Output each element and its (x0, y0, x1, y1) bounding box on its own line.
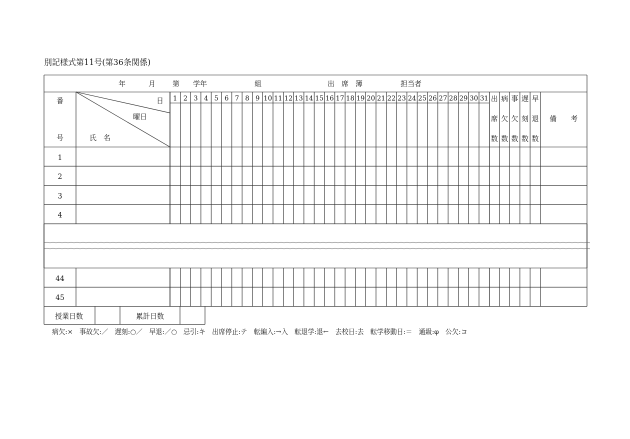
tally-label-mid: 退 (531, 115, 539, 123)
day-label-29: 29 (459, 94, 468, 103)
corner-weekday: 曜日 (133, 113, 147, 121)
day-label-28: 28 (449, 94, 458, 103)
day-label-18: 18 (346, 94, 355, 103)
day-label-5: 5 (214, 94, 219, 103)
day-label-4: 4 (203, 94, 209, 103)
day-label-21: 21 (376, 94, 386, 103)
day-label-23: 23 (397, 94, 406, 103)
tally-label-top: 遅 (521, 95, 529, 103)
tally-label-bot: 数 (511, 135, 519, 143)
day-label-12: 12 (284, 94, 293, 103)
day-label-7: 7 (234, 94, 240, 103)
tally-label-top: 出 (490, 95, 498, 103)
day-label-27: 27 (438, 94, 448, 103)
tally-label-mid: 席 (490, 115, 498, 123)
day-label-31: 31 (479, 94, 489, 103)
legend-text: 病欠:× 事故欠:／ 遅刻:○／ 早退:／○ 忌引:キ 出席停止:テ 転編入:→入 転退学:退← 去校日:去 転学移動日:＝ 通級:φ 公欠:コ (52, 328, 468, 336)
day-label-20: 20 (366, 94, 376, 103)
day-label-10: 10 (263, 94, 273, 103)
tally-label-top: 病 (501, 95, 509, 103)
day-label-30: 30 (469, 94, 479, 103)
day-label-1: 1 (173, 94, 178, 103)
corner-date: 日 (156, 97, 164, 105)
form-caption: 別記様式第11号(第36条関係) (44, 58, 151, 67)
lesson-days-label: 授業日数 (55, 312, 83, 321)
tally-label-bot: 数 (531, 135, 539, 143)
day-label-19: 19 (356, 94, 365, 103)
header-class: 組 (254, 80, 262, 88)
tally-label-top: 事 (511, 95, 519, 103)
day-label-11: 11 (273, 94, 283, 103)
corner-go: 号 (56, 134, 64, 142)
corner-ban: 番 (56, 97, 64, 105)
header-dai: 第 (172, 80, 180, 88)
break-wave-bottom (44, 248, 590, 249)
day-label-15: 15 (315, 94, 324, 103)
header-month: 月 (148, 80, 156, 88)
day-label-16: 16 (325, 94, 334, 103)
header-teacher: 担当者 (400, 80, 422, 88)
tally-label-bot: 数 (501, 135, 509, 143)
corner-name: 氏 名 (89, 134, 111, 142)
day-label-24: 24 (407, 94, 417, 103)
tally-label-top: 早 (531, 95, 539, 103)
day-label-22: 22 (387, 94, 396, 103)
day-label-8: 8 (245, 94, 250, 103)
tally-label-mid: 欠 (511, 115, 519, 123)
day-label-26: 26 (428, 94, 437, 103)
tally-label-mid: 刻 (521, 115, 529, 123)
row-number-3: 3 (57, 192, 63, 201)
row-number-4: 4 (57, 211, 63, 220)
tally-label-bot: 数 (521, 135, 529, 143)
tally-label-bot: 数 (490, 135, 498, 143)
header-title: 出 席 簿 (327, 80, 363, 88)
row-number-44: 44 (55, 275, 65, 283)
break-wave-top (44, 242, 590, 243)
day-label-17: 17 (335, 94, 345, 103)
day-label-25: 25 (418, 94, 427, 103)
tally-label-mid: 欠 (501, 115, 509, 123)
row-number-2: 2 (57, 173, 63, 182)
header-grade: 学年 (193, 80, 207, 88)
day-label-9: 9 (255, 94, 260, 103)
header-year: 年 (118, 80, 126, 88)
remarks-label: 備 考 (549, 115, 578, 123)
day-label-13: 13 (294, 94, 303, 103)
row-number-1: 1 (57, 154, 63, 162)
day-label-6: 6 (224, 94, 229, 103)
day-label-14: 14 (304, 94, 314, 103)
cumulative-days-label: 累計日数 (136, 312, 164, 321)
day-label-3: 3 (193, 94, 198, 103)
row-number-45: 45 (55, 294, 65, 303)
day-label-2: 2 (183, 94, 188, 103)
